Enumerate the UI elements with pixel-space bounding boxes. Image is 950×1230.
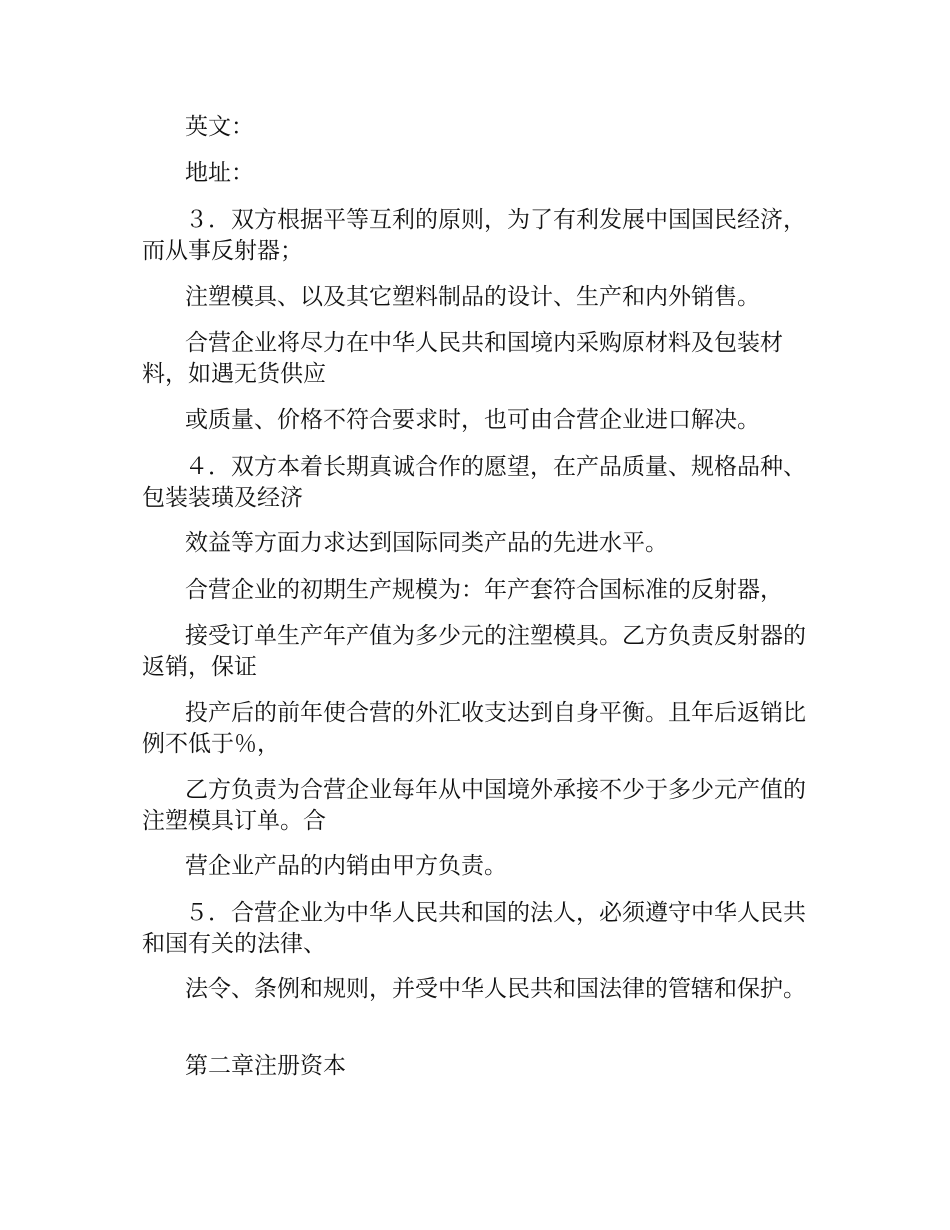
paragraph-party-b-orders: 乙方负责为合营企业每年从中国境外承接不少于多少元产值的注塑模具订单。合 [142,777,806,834]
paragraph-quality-level: 效益等方面力求达到国际同类产品的先进水平。 [185,530,668,556]
paragraph-clause-3: ３．双方根据平等互利的原则，为了有利发展中国国民经济，而从事反射器； [142,207,806,264]
paragraph-procurement: 合营企业将尽力在中华人民共和国境内采购原材料及包装材料，如遇无货供应 [142,330,783,387]
paragraph-import: 或质量、价格不符合要求时，也可由合营企业进口解决。 [185,407,760,433]
paragraph-address: 地址： [185,160,254,186]
paragraph-orders: 接受订单生产年产值为多少元的注塑模具。乙方负责反射器的返销，保证 [142,623,806,680]
paragraph-domestic-sales: 营企业产品的内销由甲方负责。 [185,853,507,879]
paragraph-products: 注塑模具、以及其它塑料制品的设计、生产和内外销售。 [185,284,760,310]
paragraph-clause-4: ４．双方本着长期真诚合作的愿望，在产品质量、规格品种、包装装璜及经济 [142,454,806,511]
paragraph-foreign-exchange: 投产后的前年使合营的外汇收支达到自身平衡。且年后返销比例不低于％， [142,700,806,757]
paragraph-english-name: 英文： [185,114,254,140]
chapter-heading-registered-capital: 第二章注册资本 [185,1053,346,1079]
paragraph-clause-5: ５．合营企业为中华人民共和国的法人，必须遵守中华人民共和国有关的法律、 [142,900,806,957]
paragraph-laws: 法令、条例和规则，并受中华人民共和国法律的管辖和保护。 [185,976,806,1002]
paragraph-production-scale: 合营企业的初期生产规模为：年产套符合国标准的反射器， [185,577,783,603]
